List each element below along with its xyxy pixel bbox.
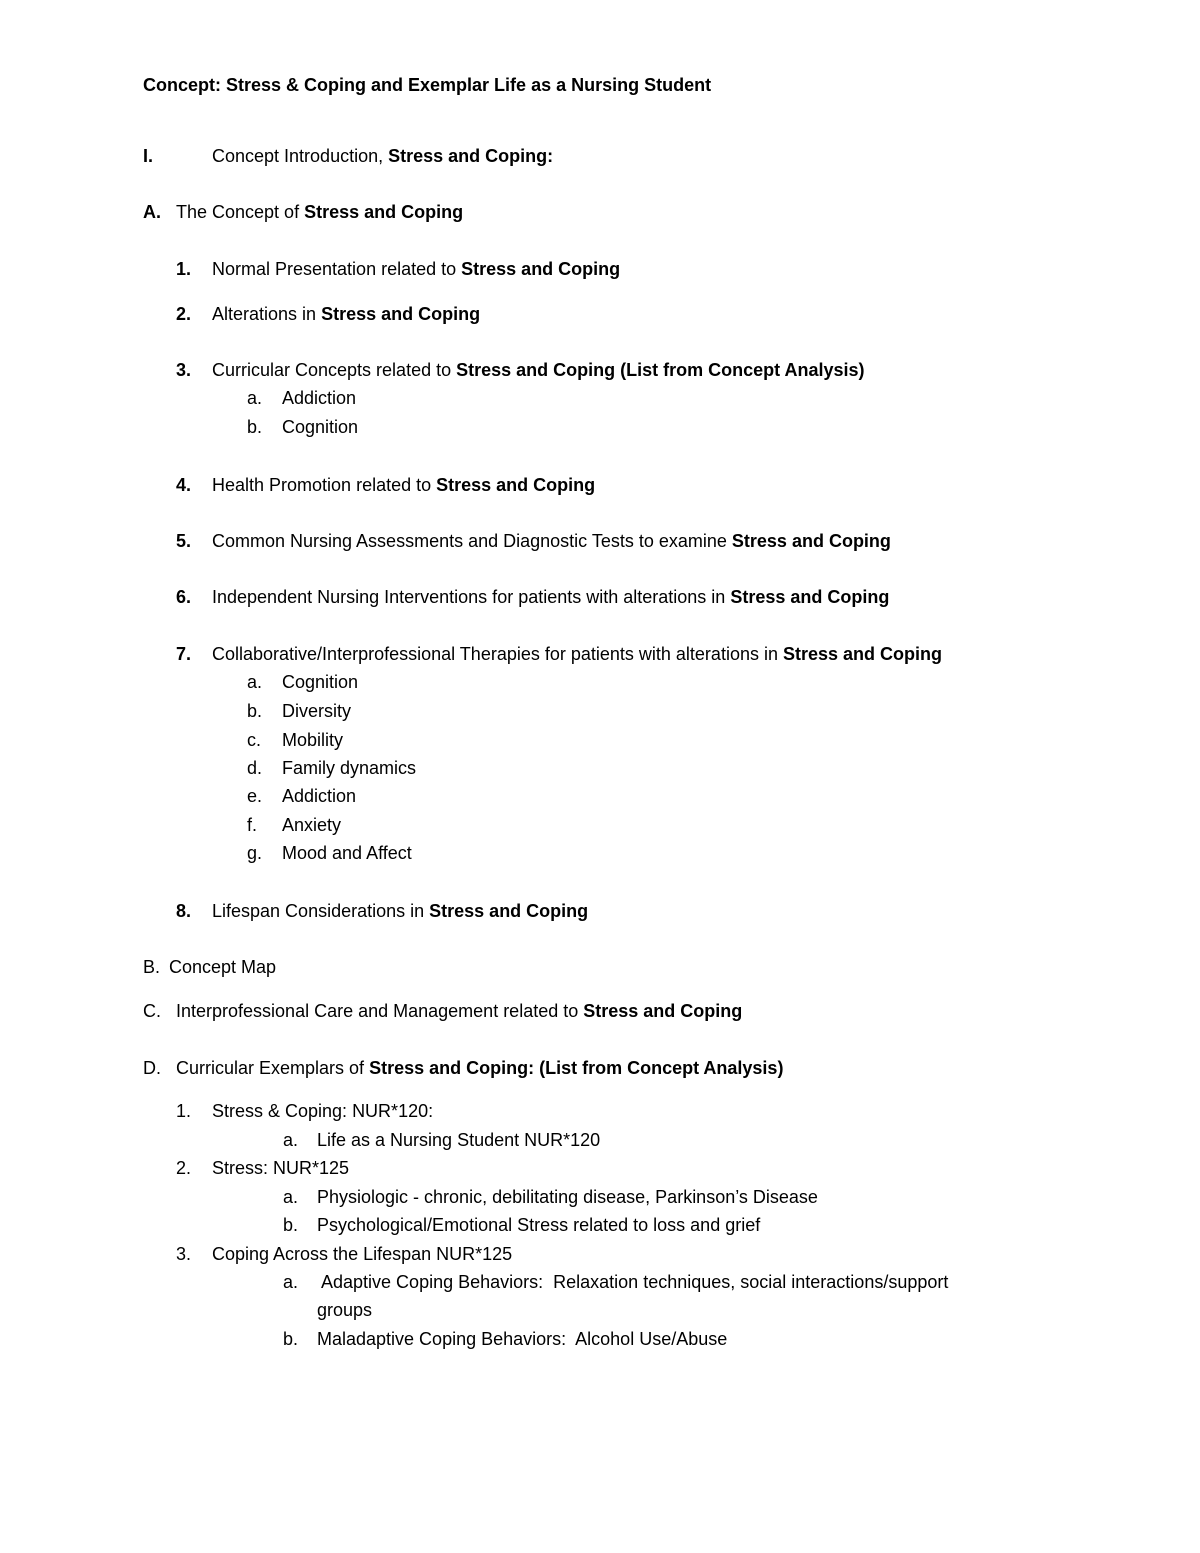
section-i-bold: Stress and Coping: [388,146,554,166]
item-marker: 3. [176,360,192,380]
subitem-text: Anxiety [282,815,342,835]
document-title [143,74,711,96]
section-i-prefix: Concept Introduction, [212,146,389,166]
subitem-marker: b. [283,1329,299,1349]
subitem-marker: d. [247,758,263,778]
subitem-text: Mobility [282,730,344,750]
item-marker: 2. [176,1158,192,1178]
subitem-text: Physiologic - chronic, debilitating disease, Parkinson’s Disease [317,1187,818,1207]
item-text: Curricular Concepts related to [212,360,457,380]
item-text: Alterations in [212,304,322,324]
subitem-text: Life as a Nursing Student NUR*120 [317,1130,601,1150]
item-marker: 5. [176,531,192,551]
item-text: Normal Presentation related to [212,259,462,279]
item-marker: 1. [176,259,192,279]
subitem-text: groups [317,1300,373,1320]
item-text: Stress & Coping: NUR*120: [212,1101,434,1121]
subitem-marker: a. [283,1187,299,1207]
item-text: Common Nursing Assessments and Diagnostic Tests to examine [212,531,732,551]
item-bold: Stress and Coping [436,475,596,495]
item-bold: Stress and Coping [731,531,891,551]
title-text: Concept: Stress & Coping and Exemplar Life as a Nursing Student [143,75,712,95]
item-bold: Stress and Coping [730,587,890,607]
subitem-text: Addiction [282,786,357,806]
section-d-marker: D. [143,1058,161,1078]
section-d-prefix: Curricular Exemplars of [176,1058,370,1078]
item-text: Health Promotion related to [212,475,437,495]
item-marker: 8. [176,901,192,921]
subitem-marker: a. [283,1272,299,1292]
item-bold: Stress and Coping [461,259,621,279]
section-d-bold: Stress and Coping: (List from Concept Analysis) [369,1058,784,1078]
section-a-marker: A. [143,202,161,222]
item-marker: 3. [176,1244,192,1264]
section-b-text: Concept Map [169,957,277,977]
subitem-marker: a. [247,672,263,692]
subitem-text: Cognition [282,417,359,437]
item-text: Lifespan Considerations in [212,901,430,921]
item-bold: Stress and Coping [429,901,589,921]
item-bold: Stress and Coping [782,644,943,664]
subitem-text: Adaptive Coping Behaviors: Relaxation techniques, social interactions/support [317,1272,949,1292]
subitem-marker: e. [247,786,263,806]
item-text: Stress: NUR*125 [212,1158,350,1178]
subitem-marker: g. [247,843,263,863]
section-a-prefix: The Concept of [176,202,305,222]
section-b-marker: B. [143,957,161,977]
subitem-text: Family dynamics [282,758,417,778]
subitem-marker: a. [283,1130,299,1150]
subitem-text: Maladaptive Coping Behaviors: Alcohol Use/Abuse [317,1329,728,1349]
section-c-marker: C. [143,1001,161,1021]
subitem-text: Addiction [282,388,357,408]
item-marker: 6. [176,587,192,607]
subitem-text: Mood and Affect [282,843,412,863]
section-a-bold: Stress and Coping [304,202,464,222]
subitem-text: Diversity [282,701,352,721]
item-text: Coping Across the Lifespan NUR*125 [212,1244,513,1264]
item-text: Independent Nursing Interventions for patients with alterations in [212,587,731,607]
subitem-marker: b. [247,417,263,437]
subitem-marker: a. [247,388,263,408]
section-i-marker: I. [143,146,154,166]
list-subitem-continuation [317,1299,372,1321]
subitem-marker: b. [247,701,263,721]
item-bold: Stress and Coping [321,304,481,324]
subitem-marker: c. [247,730,262,750]
subitem-marker: b. [283,1215,299,1235]
subitem-marker: f. [247,815,258,835]
item-text: Collaborative/Interprofessional Therapies for patients with alterations in [212,644,783,664]
item-marker: 2. [176,304,192,324]
item-marker: 7. [176,644,192,664]
section-c-prefix: Interprofessional Care and Management related to [176,1001,584,1021]
item-marker: 1. [176,1101,192,1121]
section-c-bold: Stress and Coping [583,1001,743,1021]
item-bold: Stress and Coping (List from Concept Analysis) [456,360,865,380]
subitem-text: Psychological/Emotional Stress related to loss and grief [317,1215,761,1235]
subitem-text: Cognition [282,672,359,692]
item-marker: 4. [176,475,192,495]
